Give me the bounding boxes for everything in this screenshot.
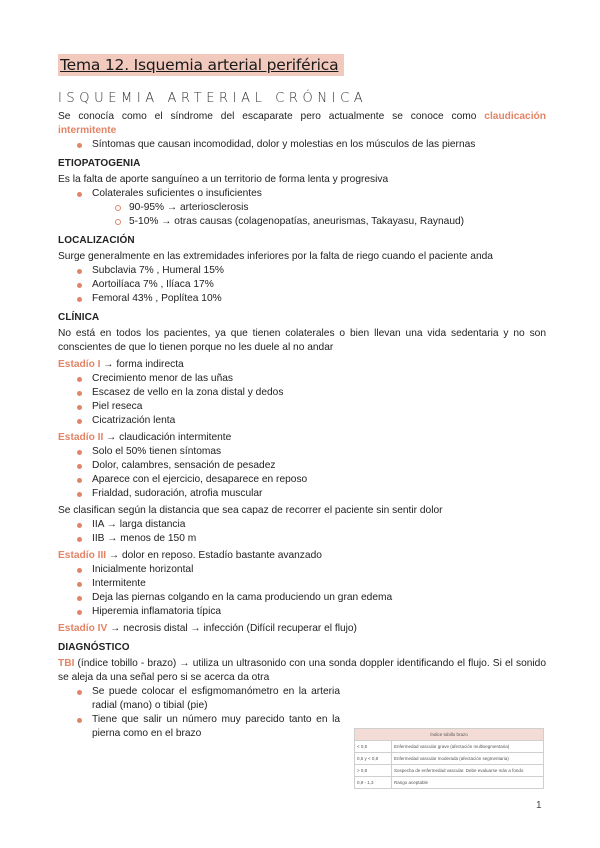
stage-4-label: Estadío IV <box>58 623 108 634</box>
heading-localizacion: LOCALIZACIÓN <box>58 235 135 246</box>
intro-list <box>58 138 546 152</box>
intro-highlight: claudicación intermitente <box>58 111 546 136</box>
content-body <box>58 110 546 741</box>
tbi-paragraph <box>58 657 546 685</box>
list-item: Crecimiento menor de las uñas <box>58 372 546 386</box>
list-item: Deja las piernas colgando en la cama produciendo un gran edema <box>58 591 546 605</box>
stage-1-list <box>58 372 546 428</box>
localizacion-text: Surge generalmente en las extremidades inferiores por la falta de riego cuando el paciente anda <box>58 251 493 262</box>
table-row <box>355 777 544 789</box>
localizacion-list <box>58 264 546 306</box>
heading-etiopatogenia: ETIOPATOGENIA <box>58 158 141 169</box>
heading-clinica: CLÍNICA <box>58 312 100 323</box>
stage-1-label: Estadío I <box>58 359 101 370</box>
title-block <box>58 54 344 76</box>
list-item: Colaterales suficientes o insuficientes <box>58 187 546 201</box>
stage-3-text: → dolor en reposo. Estadío bastante avanzado <box>106 550 322 561</box>
list-item: Dolor, calambres, sensación de pesadez <box>58 459 546 473</box>
diagnostico-list <box>58 685 340 741</box>
list-item: Síntomas que causan incomodidad, dolor y molestias en los músculos de las piernas <box>58 138 546 152</box>
stage-4-text: → necrosis distal → infección (Difícil recuperar el flujo) <box>107 623 357 634</box>
list-item: Cicatrización lenta <box>58 414 546 428</box>
list-item: Inicialmente horizontal <box>58 563 546 577</box>
list-item: Intermitente <box>58 577 546 591</box>
intro-paragraph <box>58 110 546 138</box>
table-cell: Sospecha de enfermedad vascular. Debe evaluarse más a fondo <box>392 765 544 777</box>
list-item: IIA → larga distancia <box>58 518 546 532</box>
list-item: Frialdad, sudoración, atrofia muscular <box>58 487 546 501</box>
table-cell: 0,9 - 1,3 <box>355 777 392 789</box>
table-cell: > 0,8 <box>355 765 392 777</box>
page-title: Tema 12. Isquemia arterial periférica <box>58 54 344 76</box>
stage-4 <box>58 622 546 636</box>
list-item: Solo el 50% tienen síntomas <box>58 445 546 459</box>
stage-2-label: Estadío II <box>58 432 104 443</box>
stage-2 <box>58 431 546 445</box>
list-item: Tiene que salir un número muy parecido tanto en la pierna como en el brazo <box>58 713 340 741</box>
list-item: Subclavia 7% , Humeral 15% <box>58 264 546 278</box>
section-subtitle: ISQUEMIA ARTERIAL CRÓNICA <box>58 91 368 106</box>
abi-table <box>354 728 544 789</box>
table-cell: 0,5 y < 0,8 <box>355 753 392 765</box>
tbi-text: (índice tobillo - brazo) → utiliza un ultrasonido con una sonda doppler identificando el flujo. Si el sonido se aleja da una señal pero si se acerca da otra <box>58 658 546 683</box>
heading-diagnostico: DIAGNÓSTICO <box>58 642 130 653</box>
stage-2-list <box>58 445 546 501</box>
list-item: Piel reseca <box>58 400 546 414</box>
tbi-label: TBI <box>58 658 75 669</box>
stage-1 <box>58 358 546 372</box>
stage-1-text: → forma indirecta <box>100 359 184 370</box>
table-row <box>355 741 544 753</box>
sub-list-item: 90-95% → arteriosclerosis <box>58 201 546 215</box>
etiopatogenia-text: Es la falta de aporte sanguíneo a un territorio de forma lenta y progresiva <box>58 174 389 185</box>
clinica-text: No está en todos los pacientes, ya que tienen colaterales o bien llevan una vida sedentaria y no son conscientes de que lo tienen porque no les duele al no andar <box>58 328 546 353</box>
stage-3 <box>58 549 546 563</box>
list-item: Se puede colocar el esfigmomanómetro en la arteria radial (mano) o tibial (pie) <box>58 685 340 713</box>
list-item: Hiperemia inflamatoria típica <box>58 605 546 619</box>
abi-table-header: Índice tobillo brazo <box>355 729 544 741</box>
list-item: IIB → menos de 150 m <box>58 532 546 546</box>
table-cell: Enfermedad vascular moderada (afectación segmentaria) <box>392 753 544 765</box>
sub-list-item: 5-10% → otras causas (colagenopatías, aneurismas, Takayasu, Raynaud) <box>58 215 546 229</box>
intro-text: Se conocía como el síndrome del escaparate pero actualmente se conoce como <box>58 111 485 122</box>
table-cell: < 0,5 <box>355 741 392 753</box>
stage-3-list <box>58 563 546 619</box>
table-row <box>355 765 544 777</box>
stage-2-text: → claudicación intermitente <box>103 432 232 443</box>
table-cell: Enfermedad vascular grave (afectación multisegmentaria) <box>392 741 544 753</box>
page-number: 1 <box>536 800 542 811</box>
etiopatogenia-list <box>58 187 546 229</box>
list-item: Aparece con el ejercicio, desaparece en reposo <box>58 473 546 487</box>
table-cell: Rango aceptable <box>392 777 544 789</box>
table-row <box>355 753 544 765</box>
classify-list <box>58 518 546 546</box>
list-item: Escasez de vello en la zona distal y dedos <box>58 386 546 400</box>
list-item: Aortoilíaca 7% , Ilíaca 17% <box>58 278 546 292</box>
stage-3-label: Estadío III <box>58 550 107 561</box>
list-item: Femoral 43% , Poplítea 10% <box>58 292 546 306</box>
classify-text: Se clasifican según la distancia que sea capaz de recorrer el paciente sin sentir dolor <box>58 505 443 516</box>
